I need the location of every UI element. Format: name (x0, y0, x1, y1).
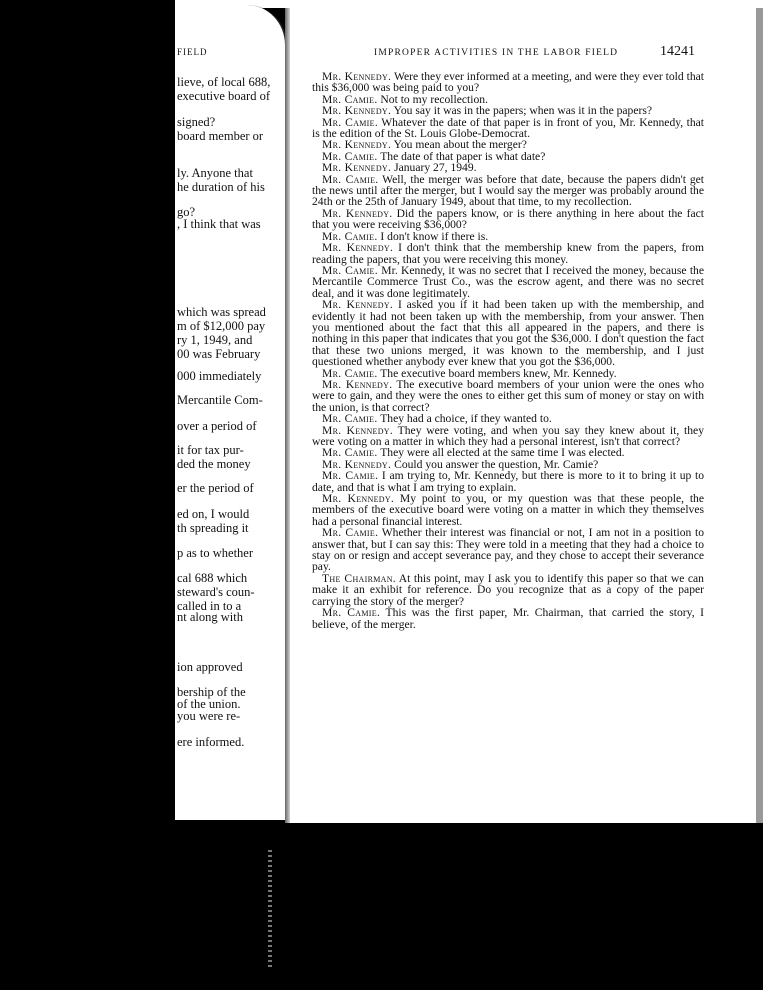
left-page-line: ere informed. (177, 735, 245, 749)
testimony-paragraph (312, 425, 704, 448)
testimony-body (312, 71, 704, 630)
speech-text: Mr. Kennedy, it was no secret that I received the money, because the Mercantile Commerce Trust Co., was the escrow agent, and there was no secret deal, and it was done legitimately. (312, 263, 704, 300)
speaker-name: Mr. Camie. (322, 172, 379, 186)
testimony-paragraph (312, 208, 704, 231)
speaker-name: Mr. Camie. (322, 115, 379, 129)
speaker-name: Mr. Kennedy. (322, 206, 393, 220)
scan-edge (175, 0, 763, 8)
speaker-name: The Chairman. (322, 571, 396, 585)
speech-text: Could you answer the question, Mr. Camie? (391, 457, 599, 471)
testimony-paragraph (312, 607, 704, 630)
speech-text: You say it was in the papers; when was it in the papers? (391, 104, 653, 118)
speech-text: Whatever the date of that paper is in front of you, Mr. Kennedy, that is the edition of the St. Louis Globe-Democrat. (312, 115, 704, 141)
left-page-line: lieve, of local 688, (177, 75, 271, 89)
speaker-name: Mr. Camie. (322, 149, 378, 163)
left-page-line: 000 immediately (177, 369, 262, 383)
speaker-name: Mr. Kennedy. (322, 423, 394, 437)
speech-text: I don't think that the membership knew from the papers, from reading the papers, that you were receiving this money. (312, 241, 704, 266)
speech-text: I asked you if it had been taken up with the membership, and evidently it had not been taken up with the membership, from your answer. Then you mentioned about the fact that this all appeared in the papers, and there is nothing in this paper that indicates that you got the $36,000. I don't question the fact that these two unions merged, it was known to the membership, and I just questioned whether anybody ever knew that you got the $36,000. (312, 298, 704, 369)
speech-text: You mean about the merger? (391, 138, 527, 152)
left-page-line: p as to whether (177, 546, 254, 560)
testimony-paragraph (312, 71, 704, 94)
speech-text: Not to my recollection. (377, 92, 488, 106)
left-page-line: called in to a (177, 599, 242, 613)
testimony-paragraph (312, 527, 704, 573)
left-page-line: ly. Anyone that (177, 166, 253, 180)
left-page-line: which was spread (177, 305, 266, 319)
speech-text: My point to you, or my question was that these people, the members of the executive board were voting on a matter in which they themselves had a personal financial interest. (312, 492, 704, 528)
speaker-name: Mr. Camie. (322, 526, 379, 540)
speaker-name: Mr. Kennedy. (322, 104, 392, 118)
testimony-paragraph (312, 470, 704, 493)
page-number: 14241 (660, 44, 695, 59)
left-page-line: er the period of (177, 481, 254, 495)
left-page-line: over a period of (177, 419, 257, 433)
speech-text: Did the papers know, or is there anything in here about the fact that you were receiving $36,000? (312, 206, 704, 232)
left-page-line: 00 was February (177, 347, 261, 361)
speech-text: The executive board members of your union were the ones who were to gain, and they were the ones to either get this sum of money or stay on with the union, is that correct? (312, 377, 705, 414)
left-page-line: Mercantile Com- (177, 393, 263, 407)
speaker-name: Mr. Camie. (322, 412, 378, 426)
speech-text: They had a choice, if they wanted to. (377, 412, 552, 426)
running-head: IMPROPER ACTIVITIES IN THE LABOR FIELD (374, 48, 619, 58)
speaker-name: Mr. Kennedy. (322, 298, 394, 312)
speaker-name: Mr. Kennedy. (322, 70, 392, 83)
page-edge-shadow (756, 8, 763, 823)
speaker-name: Mr. Kennedy. (322, 492, 395, 506)
left-page-line: th spreading it (177, 521, 249, 535)
left-page-line: cal 688 which (177, 571, 248, 585)
testimony-paragraph (312, 265, 704, 299)
speaker-name: Mr. Camie. (322, 446, 378, 460)
previous-page-fragment (175, 5, 287, 820)
speaker-name: Mr. Camie. (322, 606, 381, 620)
left-page-line: executive board of (177, 89, 271, 103)
speaker-name: Mr. Camie. (322, 263, 378, 277)
speaker-name: Mr. Camie. (322, 469, 379, 483)
speaker-name: Mr. Kennedy. (322, 161, 392, 175)
speaker-name: Mr. Camie. (322, 366, 378, 380)
left-page-line: nt along with (177, 610, 243, 624)
testimony-paragraph (312, 299, 704, 367)
speech-text: Well, the merger was before that date, because the papers didn't get the news until after the merger, but I would say the merger was probably around the 24th or the 25th of January 1949, about that time, to my recollection. (312, 172, 704, 209)
testimony-paragraph (312, 573, 704, 607)
speech-text: January 27, 1949. (391, 161, 477, 175)
speaker-name: Mr. Camie. (322, 229, 378, 243)
speech-text: I don't know if there is. (377, 229, 489, 243)
left-running-head: FIELD (177, 47, 208, 57)
speech-text: Were they ever informed at a meeting, and were they ever told that this $36,000 was being paid to you? (312, 70, 704, 95)
left-page-line: of the union. (177, 697, 241, 711)
speaker-name: Mr. Camie. (322, 92, 378, 106)
left-page-line: ion approved (177, 660, 243, 674)
left-page-line: m of $12,000 pay (177, 319, 266, 333)
left-page-line: , I think that was (177, 217, 261, 231)
left-page-line: steward's coun- (177, 585, 255, 599)
left-page-line: bership of the (177, 685, 246, 699)
left-page-line: you were re- (177, 709, 241, 723)
spine-artifact (268, 850, 272, 970)
speaker-name: Mr. Kennedy. (322, 138, 392, 152)
left-page-line: ded the money (177, 457, 251, 471)
testimony-paragraph (312, 174, 704, 208)
speech-text: The date of that paper is what date? (377, 149, 546, 163)
speech-text: They were voting, and when you say they knew about it, they were voting on a matter in which they had a personal interest, isn't that correct? (312, 423, 704, 448)
left-page-line: it for tax pur- (177, 443, 244, 457)
speaker-name: Mr. Kennedy. (322, 377, 393, 391)
current-page (290, 8, 756, 823)
speech-text: Whether their interest was financial or not, I am not in a position to answer that, but I can say this: They were told in a meeting that they had a choice to stay on or resign and accept severance pay, and they chose to accept their severance pay. (312, 526, 704, 574)
speech-text: At this point, may I ask you to identify this paper so that we can make it an exhibit for reference. Do you recognize that as a copy of the paper carrying the story of the merger? (312, 571, 704, 608)
speaker-name: Mr. Kennedy. (322, 241, 394, 255)
testimony-paragraph (312, 493, 704, 527)
left-page-line: ry 1, 1949, and (177, 333, 253, 347)
left-page-line: go? (177, 205, 196, 219)
speaker-name: Mr. Kennedy. (322, 457, 392, 471)
testimony-paragraph (312, 117, 704, 140)
left-page-line: board member or (177, 129, 264, 143)
scan-background (175, 823, 763, 990)
testimony-paragraph (312, 379, 704, 413)
speech-text: I am trying to, Mr. Kennedy, but there is more to it to bring it up to date, and that is what I am trying to explain. (312, 469, 704, 494)
speech-text: They were all elected at the same time I was elected. (377, 446, 625, 460)
speech-text: The executive board members knew, Mr. Kennedy. (377, 366, 617, 380)
left-page-line: signed? (177, 115, 216, 129)
left-page-line: ed on, I would (177, 507, 250, 521)
speech-text: This was the first paper, Mr. Chairman, that carried the story, I believe, of the merger. (312, 606, 704, 631)
left-page-line: he duration of his (177, 180, 265, 194)
testimony-paragraph (312, 242, 704, 265)
